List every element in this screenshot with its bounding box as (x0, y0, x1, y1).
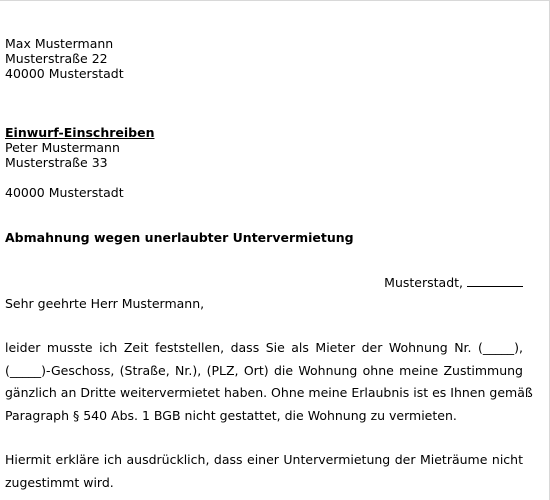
sender-name: Max Mustermann (5, 36, 114, 51)
paragraph-line: Paragraph § 540 Abs. 1 BGB nicht gestattet, die Wohnung zu vermieten. (5, 407, 457, 423)
paragraph-line: zugestimmt wird. (5, 474, 114, 490)
recipient-street: Musterstraße 33 (5, 155, 108, 170)
body-paragraph-1 (5, 337, 533, 427)
sender-street: Musterstraße 22 (5, 51, 108, 66)
subject-text: Abmahnung wegen unerlaubter Untervermietung (5, 230, 354, 245)
place-date-line (384, 274, 523, 290)
recipient-address (5, 125, 523, 200)
paragraph-line: leider musste ich Zeit feststellen, dass Sie als Mieter der Wohnung Nr. (_____), (5, 340, 523, 355)
body-paragraph-2 (5, 449, 523, 494)
recipient-name: Peter Mustermann (5, 140, 120, 155)
salutation (5, 296, 523, 311)
sender-address (5, 36, 523, 81)
paragraph-line: Hiermit erkläre ich ausdrücklich, dass einer Untervermietung der Mieträume nicht (5, 452, 523, 467)
mail-type: Einwurf-Einschreiben (5, 125, 155, 140)
salutation-text: Sehr geehrte Herr Mustermann, (5, 296, 205, 311)
paragraph-line: (_____)-Geschoss, (Straße, Nr.), (PLZ, Ort) die Wohnung ohne meine Zustimmung (5, 362, 523, 378)
paragraph-line: gänzlich an Dritte weitervermietet haben. Ohne meine Erlaubnis ist es Ihnen gemäß (5, 385, 533, 400)
sender-city: 40000 Musterstadt (5, 66, 124, 81)
date-blank (467, 274, 523, 287)
letter-subject (5, 230, 523, 245)
place-label: Musterstadt, (384, 275, 464, 290)
recipient-city: 40000 Musterstadt (5, 185, 124, 200)
